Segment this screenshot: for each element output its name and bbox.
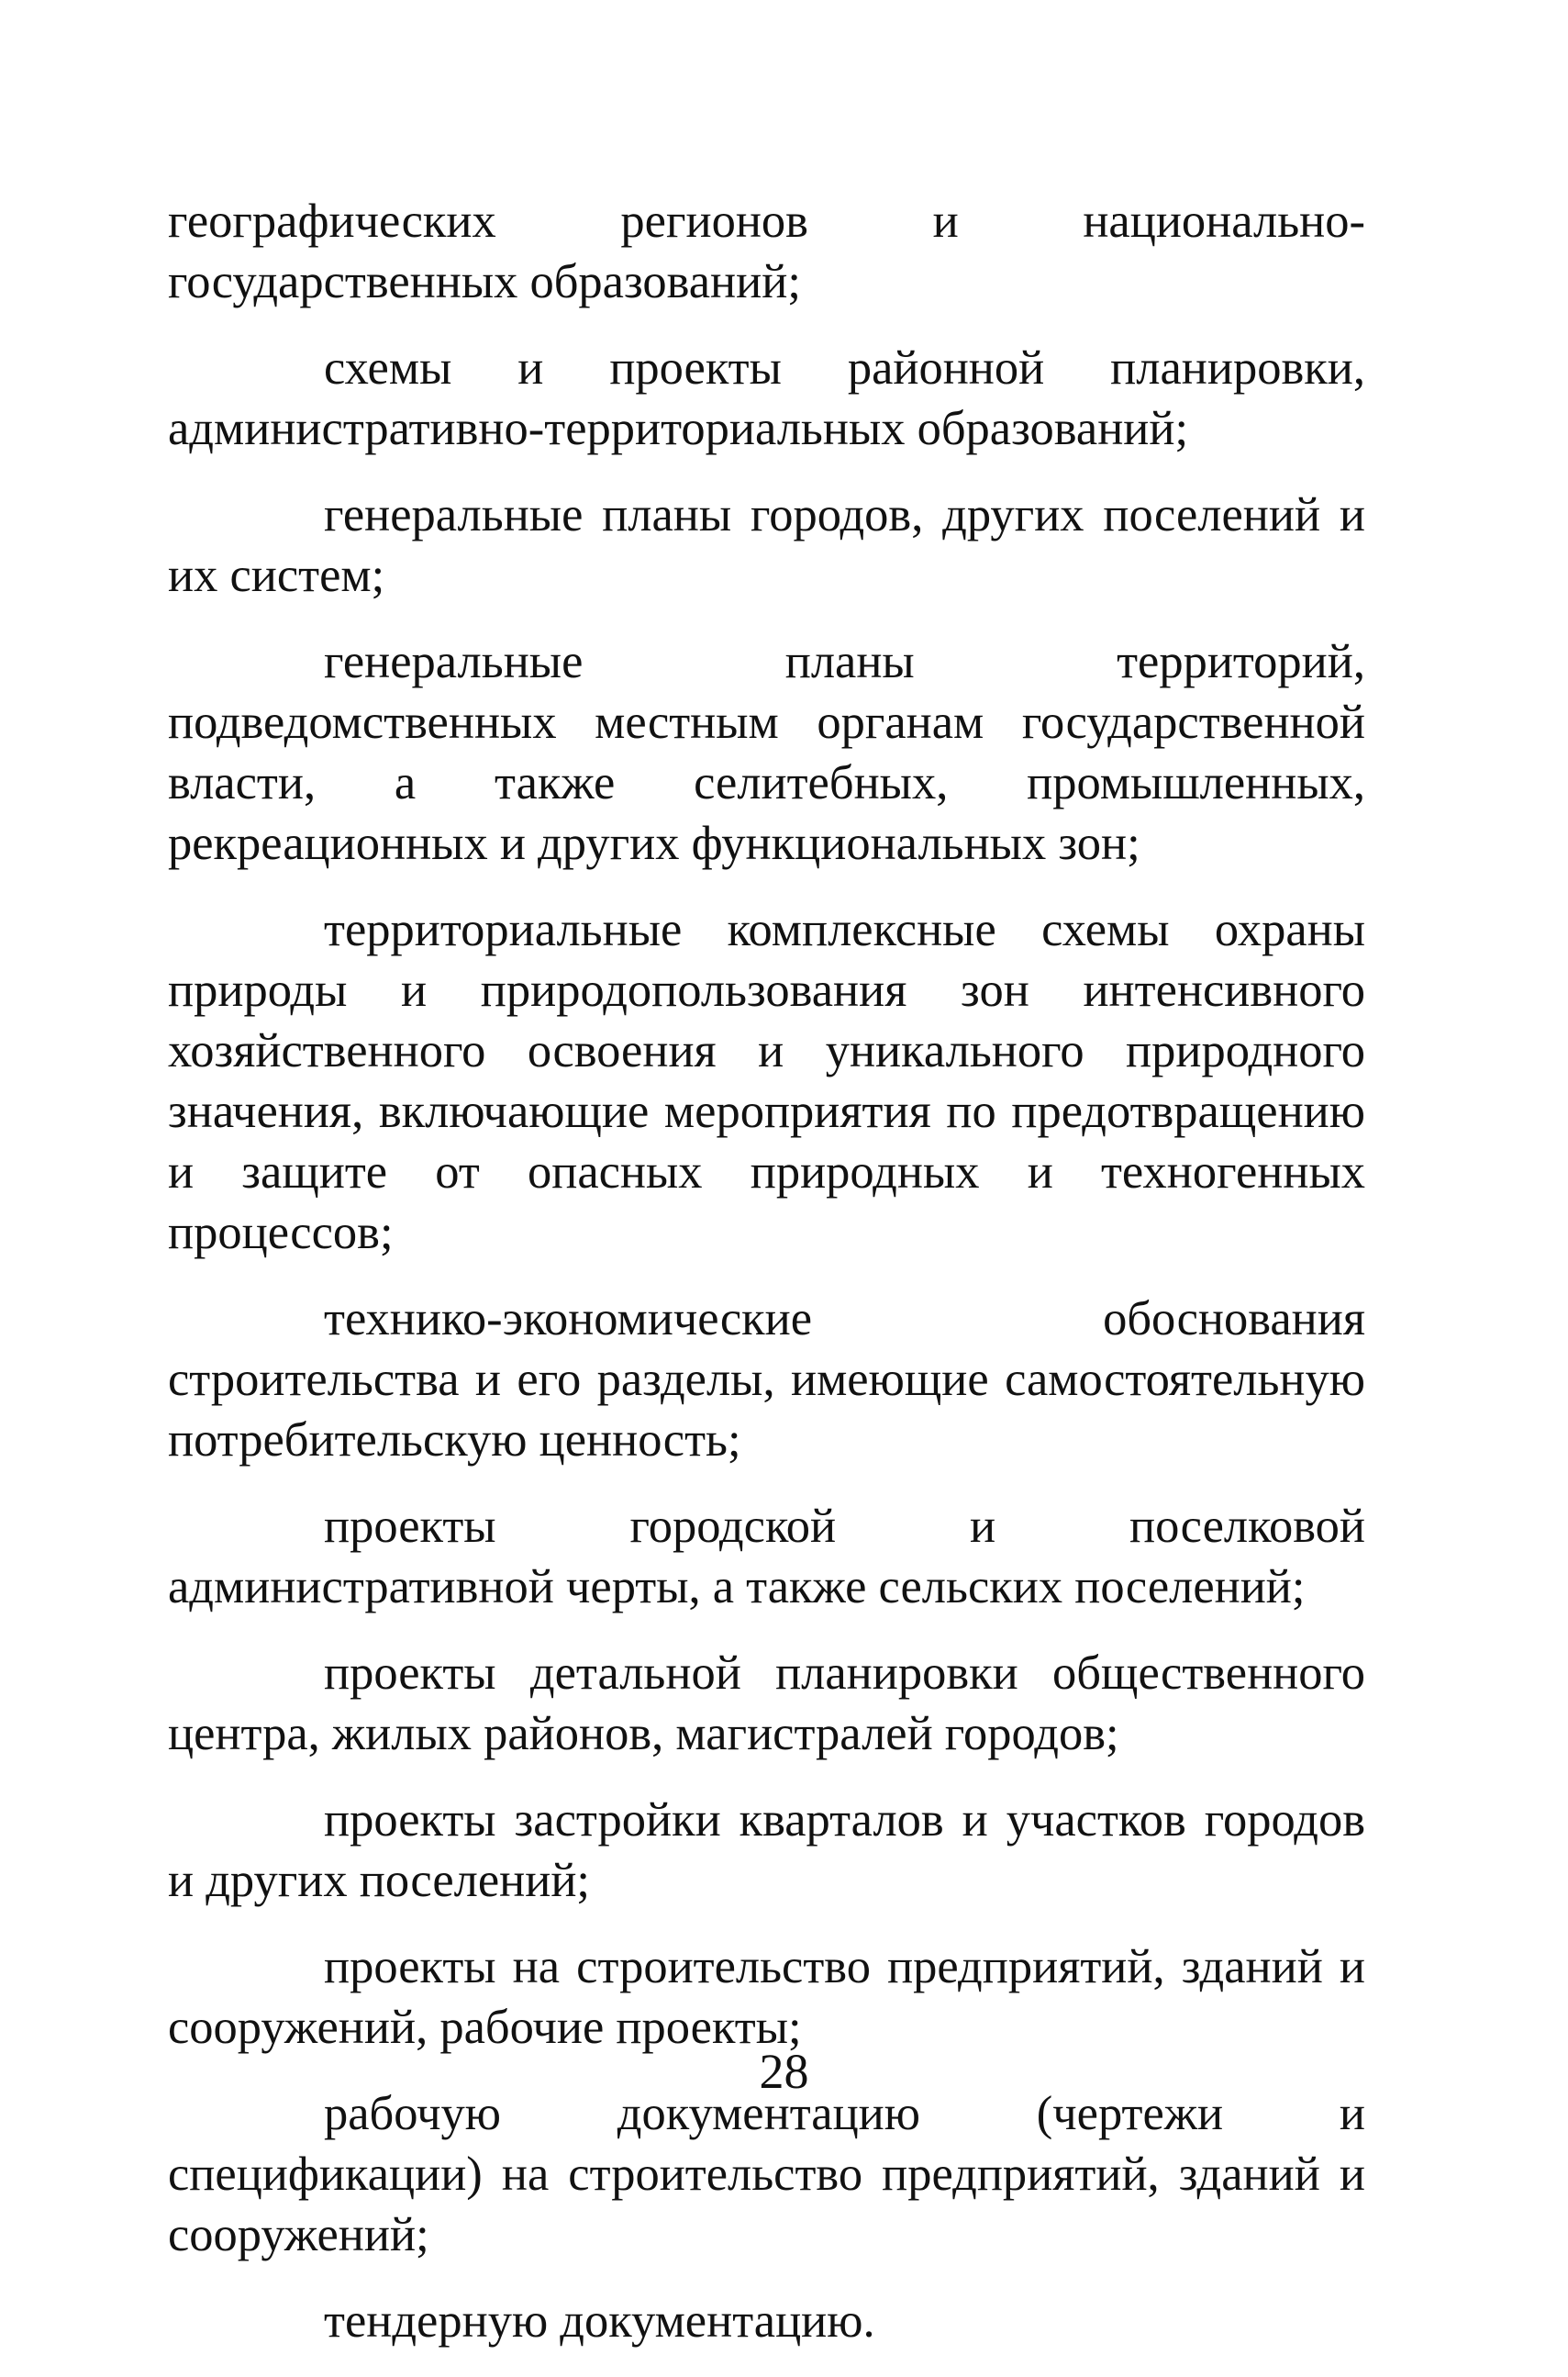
paragraph-regional-planning: схемы и проекты районной планировки, административно-территориальных образований; [168, 341, 1365, 455]
paragraph-nature-protection-schemes: территориальные комплексные схемы охраны природы и природопользования зон интенсивного хозяйственного освоения и уникального природного значения, включающие мероприятия по предотвращению и защите от опасных природных и техногенных процессов; [168, 903, 1365, 1259]
paragraph-detailed-planning: проекты детальной планировки общественного центра, жилых районов, магистралей городов; [168, 1646, 1365, 1760]
paragraph-city-master-plans: генеральные планы городов, других поселений и их систем; [168, 488, 1365, 602]
paragraph-feasibility-studies: технико-экономические обоснования строительства и его разделы, имеющие самостоятельную потребительскую ценность; [168, 1292, 1365, 1467]
paragraph-block-development: проекты застройки кварталов и участков городов и других поселений; [168, 1793, 1365, 1907]
paragraph-territory-master-plans: генеральные планы территорий, подведомственных местным органам государственной власти, а также селитебных, промышленных, рекреационных и других функциональных зон; [168, 635, 1365, 870]
paragraph-working-documentation: рабочую документацию (чертежи и спецификации) на строительство предприятий, зданий и сооружений; [168, 2087, 1365, 2261]
paragraph-administrative-boundary: проекты городской и поселковой административной черты, а также сельских поселений; [168, 1500, 1365, 1613]
paragraph-construction-projects: проекты на строительство предприятий, зданий и сооружений, рабочие проекты; [168, 1940, 1365, 2054]
paragraph-continuation: географических регионов и национально-государственных образований; [168, 195, 1365, 308]
paragraph-tender-documentation: тендерную документацию. [324, 2294, 875, 2348]
page-number: 28 [759, 2044, 809, 2099]
